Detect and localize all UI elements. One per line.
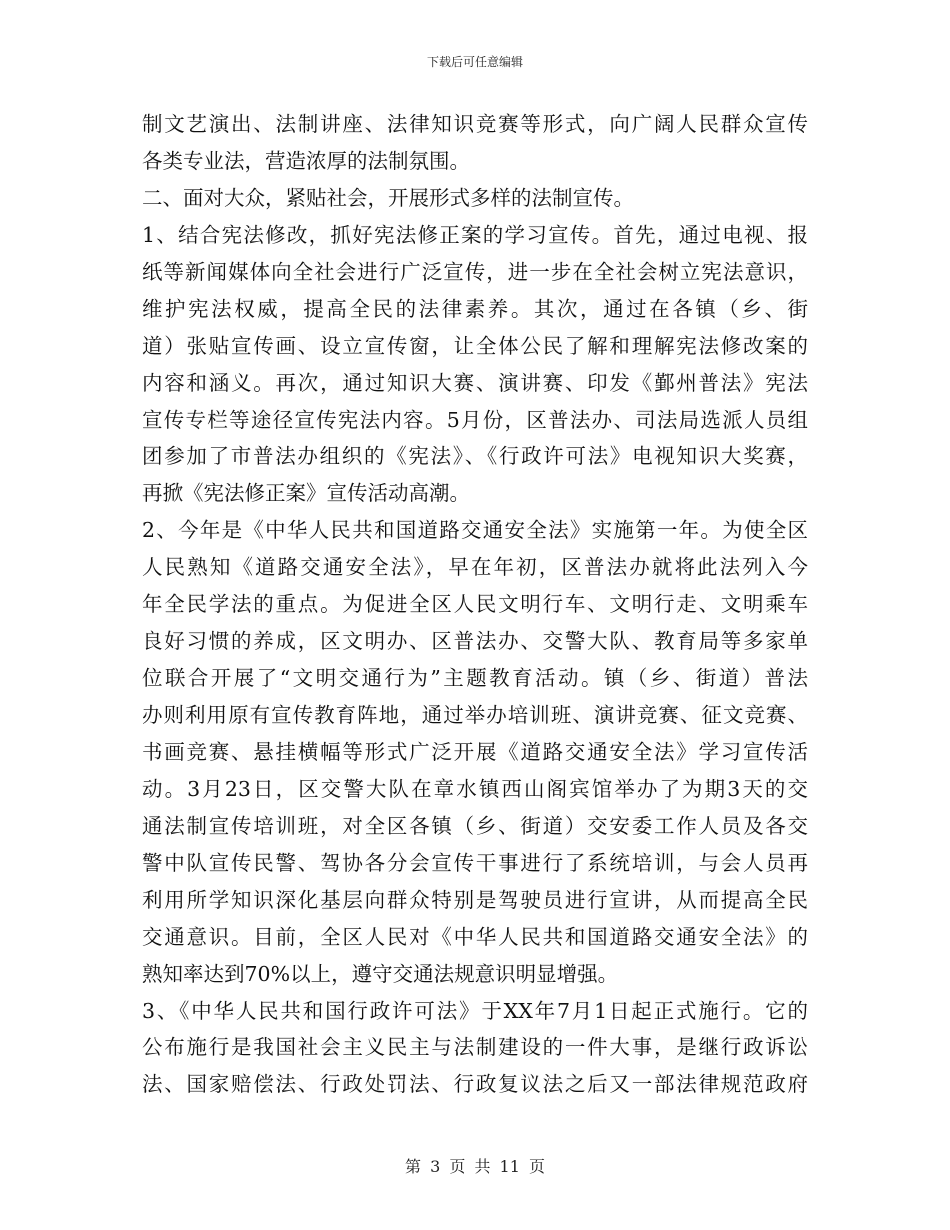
text-line: 公布施行是我国社会主义民主与法制建设的一件大事，是继行政诉讼: [142, 1035, 808, 1060]
text-line: 警中队宣传民警、驾协各分会宣传干事进行了系统培训，与会人员再: [142, 850, 808, 875]
text-line: 二、面对大众，紧贴社会，开展形式多样的法制宣传。: [142, 185, 634, 210]
document-body: [142, 106, 808, 1103]
text-line: 熟知率达到70%以上，遵守交通法规意识明显增强。: [142, 961, 619, 986]
page-footer: 第 3 页 共 11 页: [405, 1157, 545, 1176]
text-line: 制文艺演出、法制讲座、法律知识竞赛等形式，向广阔人民群众宣传: [142, 112, 808, 136]
text-line: 纸等新闻媒体向全社会进行广泛宣传，进一步在全社会树立宪法意识，: [142, 259, 808, 284]
text-line: 各类专业法，营造浓厚的法制氛围。: [142, 148, 470, 173]
text-line: 内容和涵义。再次，通过知识大赛、演讲赛、印发《鄞州普法》宪法: [142, 370, 808, 395]
text-line: 宣传专栏等途径宣传宪法内容。5月份，区普法办、司法局选派人员组: [142, 407, 808, 432]
text-line: 团参加了市普法办组织的《宪法》、《行政许可法》电视知识大奖赛，: [142, 444, 808, 469]
text-line: 办则利用原有宣传教育阵地，通过举办培训班、演讲竞赛、征文竞赛、: [142, 703, 808, 727]
text-line: 利用所学知识深化基层向群众特别是驾驶员进行宣讲，从而提高全民: [142, 887, 808, 912]
text-line: 维护宪法权威，提高全民的法律素养。其次，通过在各镇（乡、街: [142, 296, 808, 321]
text-line: 年全民学法的重点。为促进全区人民文明行车、文明行走、文明乘车: [142, 592, 808, 617]
text-line: 再掀《宪法修正案》宣传活动高潮。: [142, 481, 470, 506]
text-line: 人民熟知《道路交通安全法》，早在年初，区普法办就将此法列入今: [142, 555, 808, 580]
text-line: 位联合开展了“文明交通行为”主题教育活动。镇（乡、街道）普法: [142, 666, 808, 691]
text-line: 3、《中华人民共和国行政许可法》于XX年7月1日起正式施行。它的: [142, 998, 808, 1023]
text-line: 道）张贴宣传画、设立宣传窗，让全体公民了解和理解宪法修改案的: [142, 333, 808, 358]
text-line: 良好习惯的养成，区文明办、区普法办、交警大队、教育局等多家单: [142, 629, 808, 654]
text-line: 动。3月23日，区交警大队在章水镇西山阁宾馆举办了为期3天的交: [142, 776, 808, 801]
text-line: 2、今年是《中华人民共和国道路交通安全法》实施第一年。为使全区: [142, 518, 808, 543]
text-line: 通法制宣传培训班，对全区各镇（乡、街道）交安委工作人员及各交: [142, 813, 808, 838]
text-line: 法、国家赔偿法、行政处罚法、行政复议法之后又一部法律规范政府: [142, 1072, 808, 1097]
text-line: 书画竞赛、悬挂横幅等形式广泛开展《道路交通安全法》学习宣传活: [142, 739, 808, 764]
text-line: 交通意识。目前，全区人民对《中华人民共和国道路交通安全法》的: [142, 924, 808, 949]
text-line: 1、结合宪法修改，抓好宪法修正案的学习宣传。首先，通过电视、报: [142, 222, 808, 247]
page-header: 下载后可任意编辑: [426, 55, 523, 69]
